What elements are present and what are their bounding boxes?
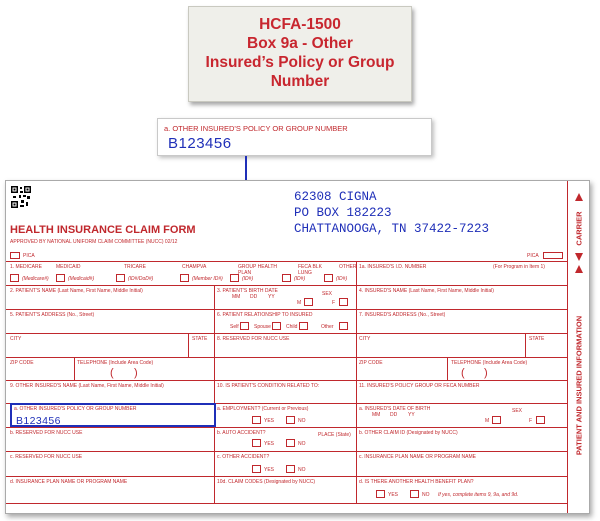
insured-phone: TELEPHONE (Include Area Code) [451, 360, 528, 366]
item9d-plan-name: d. INSURANCE PLAN NAME OR PROGRAM NAME [10, 479, 128, 485]
item10b-place: PLACE (State) [318, 432, 351, 438]
auto-yes-checkbox[interactable] [252, 439, 261, 447]
item11a-insured-birth: a. INSURED'S DATE OF BIRTH [359, 406, 431, 412]
grid-line [6, 451, 567, 452]
insured-sex-f-checkbox[interactable] [536, 416, 545, 424]
medicare-checkbox[interactable] [10, 274, 19, 282]
medicaid-id: (Medicaid#) [68, 276, 95, 282]
item9-other-insured: 9. OTHER INSURED'S NAME (Last Name, First Name, Middle Initial) [10, 383, 164, 389]
item2-patient-name: 2. PATIENT'S NAME (Last Name, First Name, Middle Initial) [10, 288, 143, 294]
payer-line-1: 62308 CIGNA [294, 190, 377, 204]
item3-m: M [297, 300, 302, 306]
item11-policy-group: 11. INSURED'S POLICY GROUP OR FECA NUMBER [359, 383, 480, 389]
insured-sex-m-checkbox[interactable] [492, 416, 501, 424]
payer-line-3: CHATTANOOGA, TN 37422-7223 [294, 222, 490, 236]
group-id: (ID#) [242, 276, 254, 282]
item10a-employment: a. EMPLOYMENT? (Current or Previous) [217, 406, 309, 412]
insured-state: STATE [529, 336, 545, 342]
item7-insured-address: 7. INSURED'S ADDRESS (No., Street) [359, 312, 446, 318]
item11a-f: F [529, 418, 533, 424]
feca-checkbox[interactable] [282, 274, 291, 282]
relationship-other-checkbox[interactable] [339, 322, 348, 330]
payer-address [294, 189, 489, 237]
insured-city: CITY [359, 336, 371, 342]
another-plan-yes: YES [388, 492, 399, 498]
item6-relationship: 6. PATIENT RELATIONSHIP TO INSURED [217, 312, 313, 318]
item10c-other-accident: c. OTHER ACCIDENT? [217, 454, 270, 460]
insured-zip: ZIP CODE [359, 360, 383, 366]
grid-line [6, 357, 567, 358]
employment-no: NO [298, 418, 306, 424]
medicaid-checkbox[interactable] [56, 274, 65, 282]
side-label-patient: PATIENT AND INSURED INFORMATION [574, 315, 584, 456]
grid-line [6, 380, 567, 381]
pica-left: PICA [23, 253, 35, 259]
another-plan-yes-checkbox[interactable] [376, 490, 385, 498]
patient-sex-f-checkbox[interactable] [339, 298, 348, 306]
item1-group: GROUP HEALTH PLAN [238, 264, 277, 276]
employment-yes-checkbox[interactable] [252, 416, 261, 424]
grid-line [6, 333, 567, 334]
tricare-id: (ID#/DoD#) [128, 276, 154, 282]
item11b-other-claim: b. OTHER CLAIM ID (Designated by NUCC) [359, 430, 458, 436]
grid-line [6, 285, 567, 286]
arrow-up-icon-2 [575, 265, 583, 273]
item11a-sex: SEX [512, 408, 523, 414]
item3-dd: DD [250, 294, 258, 300]
item1-medicaid: MEDICAID [56, 264, 81, 270]
insured-phone-close: ) [484, 367, 488, 379]
other-accident-no-checkbox[interactable] [286, 465, 295, 473]
callout-line-1: HCFA-1500 [259, 16, 341, 33]
callout-box [188, 6, 412, 102]
pica-box-right [543, 252, 563, 259]
item8-reserved: 8. RESERVED FOR NUCC USE [217, 336, 290, 342]
zoomed-box-label: a. OTHER INSURED'S POLICY OR GROUP NUMBER [164, 124, 348, 133]
grid-line [6, 261, 567, 262]
item11a-m: M [485, 418, 490, 424]
grid-line [6, 427, 567, 428]
relationship-child-checkbox[interactable] [299, 322, 308, 330]
item6-other: Other [321, 324, 334, 330]
grid-line [6, 476, 567, 477]
item10-condition: 10. IS PATIENT'S CONDITION RELATED TO: [217, 383, 320, 389]
form-title: HEALTH INSURANCE CLAIM FORM [10, 224, 196, 236]
callout-line-4: Number [270, 73, 330, 90]
item10b-auto: b. AUTO ACCIDENT? [217, 430, 266, 436]
patient-state: STATE [192, 336, 208, 342]
item3-birth-date: 3. PATIENT'S BIRTH DATE [217, 288, 278, 294]
other-accident-no: NO [298, 467, 306, 473]
item11d-complete: If yes, complete items 9, 9a, and 9d. [438, 492, 519, 498]
other-accident-yes-checkbox[interactable] [252, 465, 261, 473]
arrow-down-icon [575, 253, 583, 261]
claim-form [5, 180, 590, 514]
arrow-up-icon [575, 193, 583, 201]
auto-no: NO [298, 441, 306, 447]
item9a-value: B123456 [16, 415, 61, 427]
other-checkbox[interactable] [324, 274, 333, 282]
employment-yes: YES [264, 418, 275, 424]
patient-zip: ZIP CODE [10, 360, 34, 366]
form-approval: APPROVED BY NATIONAL UNIFORM CLAIM COMMITTEE (NUCC) 02/12 [10, 239, 178, 245]
item11d-another-plan: d. IS THERE ANOTHER HEALTH BENEFIT PLAN? [359, 479, 474, 485]
grid-line [447, 357, 448, 380]
relationship-spouse-checkbox[interactable] [272, 322, 281, 330]
callout-line-2: Box 9a - Other [247, 35, 353, 52]
grid-line [6, 503, 567, 504]
grid-line [525, 333, 526, 357]
relationship-self-checkbox[interactable] [240, 322, 249, 330]
item11a-dd: DD [390, 412, 398, 418]
item1-feca: FECA BLK LUNG [298, 264, 322, 276]
side-label-carrier: CARRIER [574, 211, 584, 246]
payer-line-2: PO BOX 182223 [294, 206, 392, 220]
zoomed-box-9a [157, 118, 432, 156]
grid-line [188, 333, 189, 357]
grid-line [356, 261, 357, 503]
item6-spouse: Spouse [254, 324, 271, 330]
qr-code-icon [11, 186, 31, 208]
employment-no-checkbox[interactable] [286, 416, 295, 424]
patient-phone-close: ) [134, 367, 138, 379]
item5-patient-address: 5. PATIENT'S ADDRESS (No., Street) [10, 312, 95, 318]
item6-self: Self [230, 324, 239, 330]
medicare-id: (Medicare#) [22, 276, 49, 282]
side-band [567, 181, 590, 513]
pica-right: PICA [527, 253, 539, 259]
item11a-yy: YY [408, 412, 415, 418]
other-id: (ID#) [336, 276, 348, 282]
item1-other: OTHER [339, 264, 357, 270]
patient-phone-open: ( [110, 367, 114, 379]
another-plan-no-checkbox[interactable] [410, 490, 419, 498]
item1-medicare: 1. MEDICARE [10, 264, 42, 270]
champva-id: (Member ID#) [192, 276, 223, 282]
patient-city: CITY [10, 336, 22, 342]
grid-line [214, 285, 215, 503]
another-plan-no: NO [422, 492, 430, 498]
auto-yes: YES [264, 441, 275, 447]
feca-id: (ID#) [294, 276, 306, 282]
item1-champva: CHAMPVA [182, 264, 207, 270]
champva-checkbox[interactable] [180, 274, 189, 282]
tricare-checkbox[interactable] [116, 274, 125, 282]
item6-child: Child [286, 324, 298, 330]
item9c-reserved: c. RESERVED FOR NUCC USE [10, 454, 83, 460]
grid-line [6, 309, 567, 310]
auto-no-checkbox[interactable] [286, 439, 295, 447]
zoomed-box-value: B123456 [168, 135, 232, 152]
item10d-claim-codes: 10d. CLAIM CODES (Designated by NUCC) [217, 479, 316, 485]
item3-f: F [332, 300, 336, 306]
patient-phone: TELEPHONE (Include Area Code) [77, 360, 154, 366]
item4-insured-name: 4. INSURED'S NAME (Last Name, First Name, Middle Initial) [359, 288, 494, 294]
item9b-reserved: b. RESERVED FOR NUCC USE [10, 430, 83, 436]
item3-sex: SEX [322, 291, 333, 297]
item3-yy: YY [268, 294, 275, 300]
item3-mm: MM [232, 294, 241, 300]
insured-phone-open: ( [461, 367, 465, 379]
item1a-insured-id: 1a. INSURED'S I.D. NUMBER [359, 264, 427, 270]
item11c-plan-name: c. INSURANCE PLAN NAME OR PROGRAM NAME [359, 454, 476, 460]
item1a-program: (For Program in Item 1) [493, 264, 545, 270]
group-checkbox[interactable] [230, 274, 239, 282]
pica-box-left [10, 252, 20, 259]
other-accident-yes: YES [264, 467, 275, 473]
item9a-other-policy: a. OTHER INSURED'S POLICY OR GROUP NUMBER [14, 406, 137, 412]
item11a-mm: MM [372, 412, 381, 418]
grid-line [74, 357, 75, 380]
callout-line-3: Insured’s Policy or Group [205, 54, 395, 71]
patient-sex-m-checkbox[interactable] [304, 298, 313, 306]
item1-tricare: TRICARE [124, 264, 146, 270]
